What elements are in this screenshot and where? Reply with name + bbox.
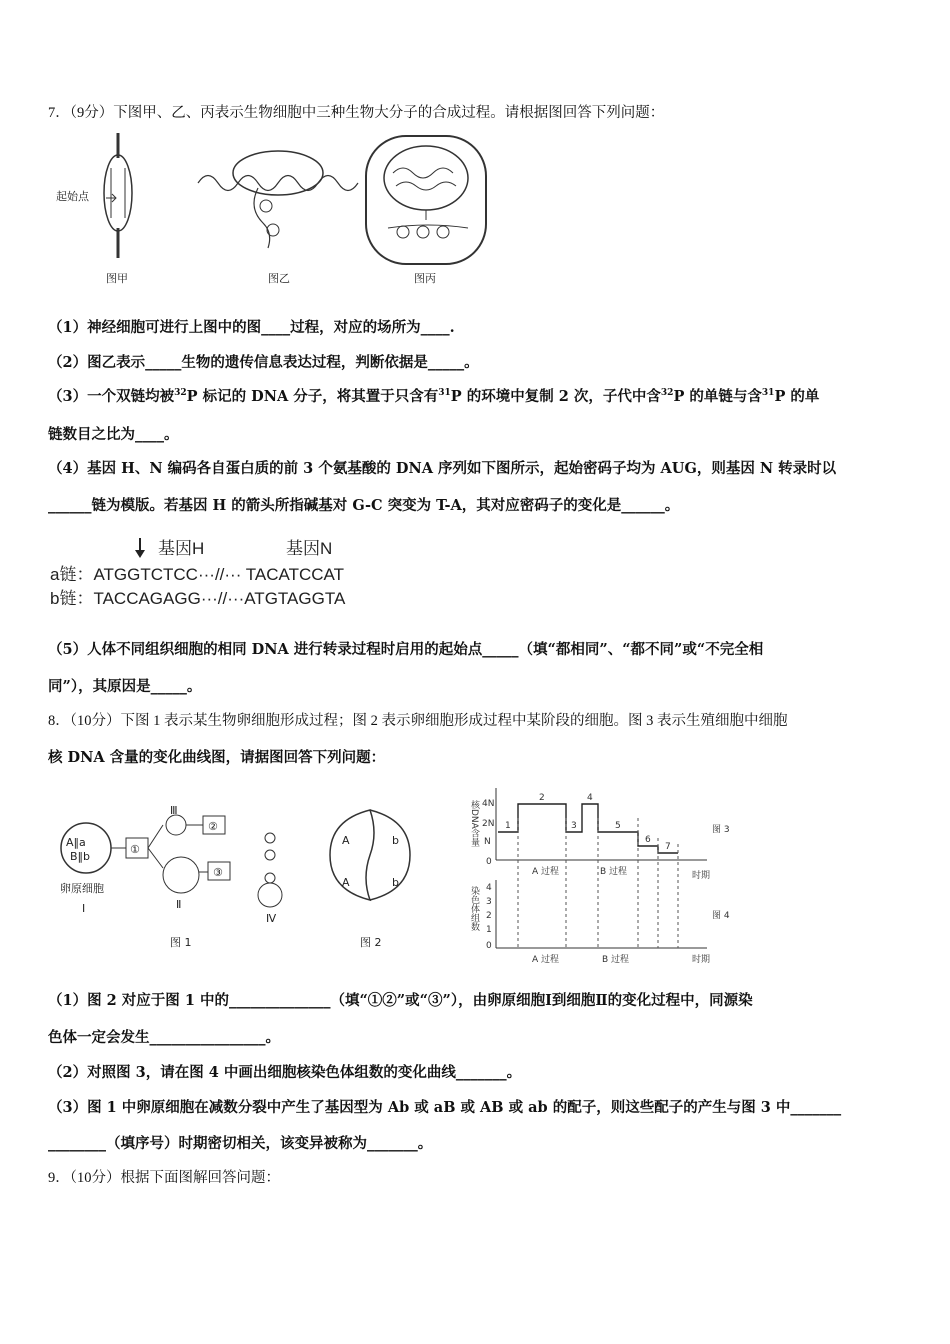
fig4-process-a: A 过程 (532, 955, 560, 964)
fig4-ytick-1: 1 (486, 925, 492, 935)
q8-title-line1: 8．（10分）下图 1 表示某生物卵细胞形成过程；图 2 表示卵细胞形成过程中某阶段的细胞。图 3 表示生殖细胞中细胞 (48, 713, 788, 729)
caption-fig2: 图 2 (360, 936, 382, 949)
fig4-ytick-3: 3 (486, 897, 492, 907)
fig3-stage-5: 5 (615, 821, 621, 831)
start-point-label: 起始点 (56, 190, 89, 203)
q8-sub3-line2: ________（填序号）时期密切相关，该变异被称为_______。 (48, 1135, 433, 1152)
fig3-ytick-4n: 4N (482, 799, 495, 809)
label-iv: Ⅳ (266, 912, 277, 925)
q7-sub1: （1）神经细胞可进行上图中的图____过程，对应的场所为____. (48, 319, 455, 336)
fig4-process-b: B 过程 (602, 955, 630, 964)
fig3-stage-6: 6 (645, 835, 651, 845)
figure-3 (469, 788, 730, 881)
strand-b: b链：TACCAGAGG···//···ATGTAGGTA (50, 589, 346, 608)
label-ii: Ⅱ (176, 898, 182, 911)
strand-a: a链：ATGGTCTCC···//··· TACATCCAT (50, 565, 345, 584)
q8-figures-1-2 (48, 780, 428, 970)
q7-sub5-line2: 同”），其原因是_____。 (48, 678, 202, 695)
fig2-gene-2: b (392, 834, 399, 847)
genes-top: A‖a (66, 836, 86, 849)
fig4-ytick-0: 0 (486, 941, 492, 951)
fig3-dna-curve (498, 804, 678, 853)
label-iii: Ⅲ (170, 804, 178, 817)
q7-sub3-line1: （3）一个双链均被$^{32}$P 标记的 DNA 分子，将其置于只含有$^{31}$P 的环境中复制 2 次，子代中含$^{32}$P 的单链与含$^{31}$P 的单 (48, 388, 820, 405)
fig2-gene-3: A (342, 876, 350, 889)
q7-figures (48, 128, 508, 296)
q7-sub4-line2: ______链为模版。若基因 H 的箭头所指碱基对 G-C 突变为 T-A，其对应密码子的变化是______。 (48, 497, 680, 514)
fig4-ytick-4: 4 (486, 883, 492, 893)
caption-bing: 图丙 (414, 272, 436, 285)
caption-yi: 图乙 (268, 272, 290, 285)
fig4-xlabel: 时期 (692, 955, 711, 964)
step-2: ② (208, 820, 218, 833)
gene-h-label: 基因H (158, 539, 205, 558)
gene-n-label: 基因N (286, 539, 333, 558)
fig3-ytick-0: 0 (486, 857, 492, 867)
q7-sub4-line1: （4）基因 H、N 编码各自蛋白质的前 3 个氨基酸的 DNA 序列如下图所示，起始密码子均为 AUG，则基因 N 转录时以 (48, 460, 837, 477)
q8-sub3-line1: （3）图 1 中卵原细胞在减数分裂中产生了基因型为 Ab 或 aB 或 AB 或 ab 的配子，则这些配子的产生与图 3 中_______ (48, 1099, 842, 1116)
caption-jia: 图甲 (106, 272, 128, 285)
fig3-ytick-n: N (484, 837, 491, 847)
fig3-stage-3: 3 (571, 821, 577, 831)
figure-jia (56, 133, 132, 285)
q7-sub3-line2: 链数目之比为____。 (48, 426, 179, 443)
label-i: Ⅰ (82, 902, 86, 915)
fig3-ylabel: 核DNA含量 (469, 800, 479, 847)
q9-title: 9．（10分）根据下面图解回答问题： (48, 1170, 280, 1186)
fig3-stage-7: 7 (665, 842, 671, 852)
fig3-stage-1: 1 (505, 821, 511, 831)
dna-sequence-figure (48, 532, 388, 612)
figure-1 (60, 804, 282, 949)
fig4-ylabel: 染色体组数 (469, 886, 479, 931)
q8-sub1-line2: 色体一定会发生________________。 (48, 1029, 280, 1046)
fig2-gene-1: A (342, 834, 350, 847)
fig3-ytick-2n: 2N (482, 819, 495, 829)
q8-title-line2: 核 DNA 含量的变化曲线图，请据图回答下列问题： (48, 749, 386, 766)
figure-yi (198, 151, 358, 285)
fig3-process-b: B 过程 (600, 867, 628, 877)
q8-figures-3-4 (462, 778, 762, 964)
oogonium-label: 卵原细胞 (60, 882, 104, 895)
q8-sub2: （2）对照图 3，请在图 4 中画出细胞核染色体组数的变化曲线_______。 (48, 1064, 522, 1081)
caption-fig1: 图 1 (170, 936, 192, 949)
q8-sub1-line1: （1）图 2 对应于图 1 中的______________（填“①②”或“③”），由卵原细胞Ⅰ到细胞Ⅱ的变化过程中，同源染 (48, 992, 753, 1009)
fig3-stage-2: 2 (539, 793, 545, 803)
figure-4 (469, 818, 730, 964)
q7-sub5-line1: （5）人体不同组织细胞的相同 DNA 进行转录过程时启用的起始点_____（填“都相同”、“都不同”或“不完全相 (48, 641, 764, 658)
fig4-ytick-2: 2 (486, 911, 492, 921)
fig3-process-a: A 过程 (532, 867, 560, 877)
figure-bing (366, 136, 486, 285)
q7-sub2: （2）图乙表示_____生物的遗传信息表达过程，判断依据是_____。 (48, 354, 479, 371)
step-3: ③ (213, 866, 223, 879)
fig3-stage-4: 4 (587, 793, 593, 803)
genes-bottom: B‖b (70, 850, 91, 863)
q7-title: 7．（9分）下图甲、乙、丙表示生物细胞中三种生物大分子的合成过程。请根据图回答下列问题： (48, 105, 665, 121)
fig3-xlabel: 时期 (692, 871, 711, 881)
step-1: ① (130, 843, 140, 856)
caption-fig4: 图 4 (712, 911, 730, 921)
figure-2 (330, 810, 410, 949)
fig2-gene-4: b (392, 876, 399, 889)
caption-fig3: 图 3 (712, 825, 730, 835)
